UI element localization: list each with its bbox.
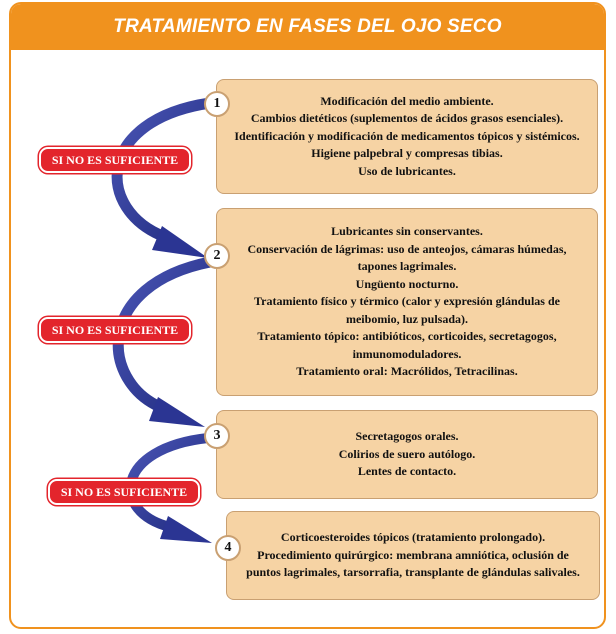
phase-1-line: Identificación y modificación de medicamentos tópicos y sistémicos. [234, 128, 580, 143]
phase-1-line: Cambios dietéticos (suplementos de ácidos grasos esenciales). [250, 111, 564, 126]
arrow-1-to-2 [117, 103, 210, 258]
phase-2-line: Tratamiento físico y térmico (calor y expresión glándulas de [254, 294, 560, 309]
phase-4-line: Procedimiento quirúrgico: membrana amniótica, oclusión de [257, 547, 569, 562]
phase-2-line: Lubricantes sin conservantes. [331, 224, 483, 239]
phase-2-line: inmunomoduladores. [352, 346, 462, 361]
phase-3-line: Lentes de contacto. [357, 464, 457, 479]
phase-1-line: Modificación del medio ambiente. [320, 93, 494, 108]
phase-4-line: puntos lagrimales, tarsorrafia, transplante de glándulas salivales. [246, 565, 580, 580]
phase-2-box [216, 208, 598, 396]
phase-4-line: Corticoesteroides tópicos (tratamiento prolongado). [280, 530, 546, 545]
phase-2-line: Tratamiento oral: Macrólidos, Tetracilinas. [296, 364, 518, 379]
phase-1-number: 1 [204, 91, 230, 117]
phase-3-line: Secretagogos orales. [355, 429, 459, 444]
not-sufficient-badge-2: SI NO ES SUFICIENTE [39, 317, 191, 343]
phase-1-line: Higiene palpebral y compresas tibias. [311, 146, 503, 161]
phase-3-line: Colirios de suero autólogo. [338, 446, 476, 461]
phase-4-number: 4 [215, 535, 241, 561]
phase-2-line: meibomio, luz pulsada). [345, 311, 468, 326]
phase-1-box [216, 79, 598, 194]
phase-2-line: Tratamiento tópico: antibióticos, corticoides, secretagogos, [257, 329, 557, 344]
phase-4-box [226, 511, 600, 600]
phase-3-box [216, 410, 598, 499]
not-sufficient-badge-1: SI NO ES SUFICIENTE [39, 147, 191, 173]
phase-2-line: Ungüento nocturno. [355, 276, 459, 291]
diagram-title: TRATAMIENTO EN FASES DEL OJO SECO [113, 16, 502, 37]
phase-2-line: Conservación de lágrimas: uso de anteojos, cámaras húmedas, [247, 241, 567, 256]
not-sufficient-badge-3: SI NO ES SUFICIENTE [48, 479, 200, 505]
phase-1-line: Uso de lubricantes. [358, 163, 456, 178]
phase-2-number: 2 [204, 243, 230, 269]
arrow-2-to-3 [118, 262, 210, 427]
phase-3-number: 3 [204, 423, 230, 449]
phase-2-line: tapones lagrimales. [357, 259, 457, 274]
